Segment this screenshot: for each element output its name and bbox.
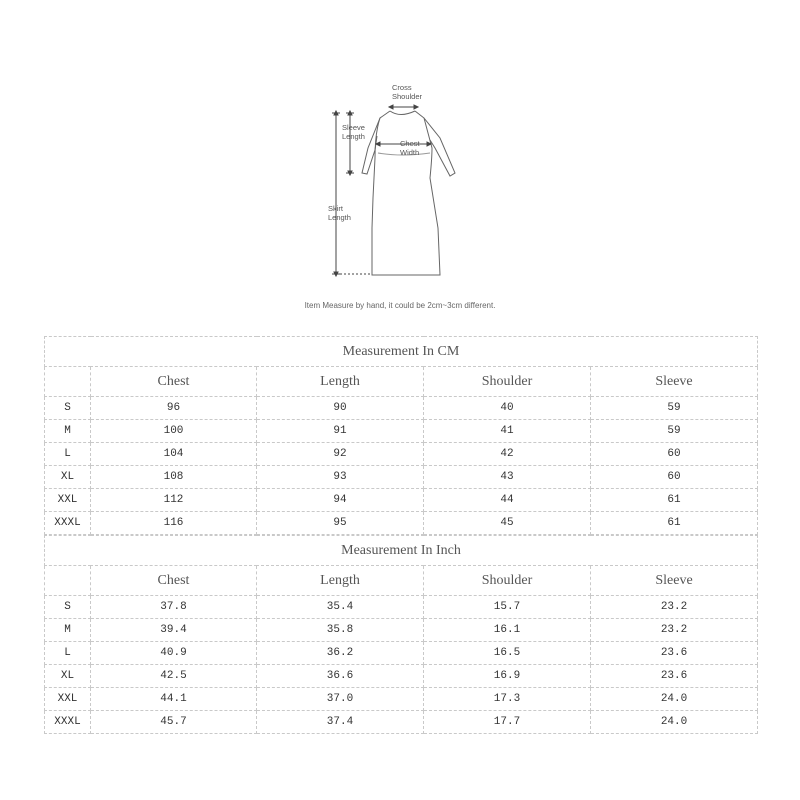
shoulder-label-1: Shoulder — [392, 92, 423, 101]
sleeve-cell: 60 — [591, 443, 758, 466]
length-cell: 94 — [257, 489, 424, 512]
size-cell: XL — [45, 665, 91, 688]
shoulder-cell: 45 — [424, 512, 591, 535]
length-cell: 37.4 — [257, 711, 424, 734]
cm-measurement-table — [44, 336, 758, 535]
length-cell: 92 — [257, 443, 424, 466]
shoulder-header: Shoulder — [424, 367, 591, 397]
sleeve-cell: 59 — [591, 397, 758, 420]
size-cell: XL — [45, 466, 91, 489]
size-header — [45, 566, 91, 596]
dress-outline-icon — [320, 78, 480, 283]
chest-cell: 108 — [91, 466, 257, 489]
chest-cell: 37.8 — [91, 596, 257, 619]
size-cell: S — [45, 397, 91, 420]
chest-header: Chest — [91, 566, 257, 596]
length-cell: 91 — [257, 420, 424, 443]
dress-measurement-diagram — [320, 78, 480, 283]
table-title: Measurement In Inch — [45, 536, 758, 566]
sleeve-cell: 60 — [591, 466, 758, 489]
table-row — [45, 443, 758, 466]
shoulder-cell: 44 — [424, 489, 591, 512]
sleeve-cell: 61 — [591, 489, 758, 512]
table-row — [45, 466, 758, 489]
length-cell: 36.6 — [257, 665, 424, 688]
size-cell: L — [45, 642, 91, 665]
shoulder-cell: 15.7 — [424, 596, 591, 619]
chest-cell: 112 — [91, 489, 257, 512]
table-row — [45, 397, 758, 420]
shoulder-header: Shoulder — [424, 566, 591, 596]
table-row — [45, 665, 758, 688]
size-cell: XXL — [45, 688, 91, 711]
size-cell: M — [45, 420, 91, 443]
chest-cell: 116 — [91, 512, 257, 535]
sleeve-label-2: Length — [342, 132, 365, 141]
size-cell: XXXL — [45, 512, 91, 535]
length-cell: 90 — [257, 397, 424, 420]
sleeve-cell: 23.2 — [591, 619, 758, 642]
chest-header: Chest — [91, 367, 257, 397]
size-cell: XXL — [45, 489, 91, 512]
sleeve-cell: 23.6 — [591, 642, 758, 665]
chest-cell: 42.5 — [91, 665, 257, 688]
sleeve-cell: 23.2 — [591, 596, 758, 619]
sleeve-cell: 24.0 — [591, 688, 758, 711]
chest-cell: 44.1 — [91, 688, 257, 711]
chest-cell: 104 — [91, 443, 257, 466]
shoulder-cell: 17.7 — [424, 711, 591, 734]
sleeve-cell: 61 — [591, 512, 758, 535]
chest-cell: 39.4 — [91, 619, 257, 642]
chest-label-2: Width — [400, 148, 420, 157]
sleeve-label-1: Sleeve — [342, 123, 365, 132]
shoulder-cell: 16.9 — [424, 665, 591, 688]
chest-cell: 40.9 — [91, 642, 257, 665]
cross-label-1: Cross — [392, 83, 412, 92]
size-cell: M — [45, 619, 91, 642]
table-row — [45, 688, 758, 711]
table-row — [45, 642, 758, 665]
sleeve-header: Sleeve — [591, 367, 758, 397]
length-header: Length — [257, 367, 424, 397]
length-cell: 37.0 — [257, 688, 424, 711]
length-cell: 36.2 — [257, 642, 424, 665]
inch-measurement-table — [44, 535, 758, 734]
shoulder-cell: 40 — [424, 397, 591, 420]
skirt-label-1: Skirt — [328, 204, 343, 213]
length-cell: 95 — [257, 512, 424, 535]
chest-cell: 96 — [91, 397, 257, 420]
table-row — [45, 489, 758, 512]
size-cell: XXXL — [45, 711, 91, 734]
shoulder-cell: 43 — [424, 466, 591, 489]
table-title: Measurement In CM — [45, 337, 758, 367]
length-header: Length — [257, 566, 424, 596]
table-row — [45, 596, 758, 619]
size-cell: S — [45, 596, 91, 619]
chest-cell: 100 — [91, 420, 257, 443]
shoulder-cell: 41 — [424, 420, 591, 443]
length-cell: 93 — [257, 466, 424, 489]
sleeve-cell: 23.6 — [591, 665, 758, 688]
size-cell: L — [45, 443, 91, 466]
skirt-label-2: Length — [328, 213, 351, 222]
table-row — [45, 711, 758, 734]
sleeve-cell: 59 — [591, 420, 758, 443]
length-cell: 35.4 — [257, 596, 424, 619]
sleeve-header: Sleeve — [591, 566, 758, 596]
sleeve-cell: 24.0 — [591, 711, 758, 734]
shoulder-cell: 16.5 — [424, 642, 591, 665]
shoulder-cell: 42 — [424, 443, 591, 466]
shoulder-cell: 17.3 — [424, 688, 591, 711]
size-header — [45, 367, 91, 397]
chest-cell: 45.7 — [91, 711, 257, 734]
table-row — [45, 619, 758, 642]
measure-note: Item Measure by hand, it could be 2cm~3cm different. — [304, 301, 496, 310]
shoulder-cell: 16.1 — [424, 619, 591, 642]
table-row — [45, 512, 758, 535]
length-cell: 35.8 — [257, 619, 424, 642]
table-row — [45, 420, 758, 443]
chest-label-1: Chest — [400, 139, 420, 148]
